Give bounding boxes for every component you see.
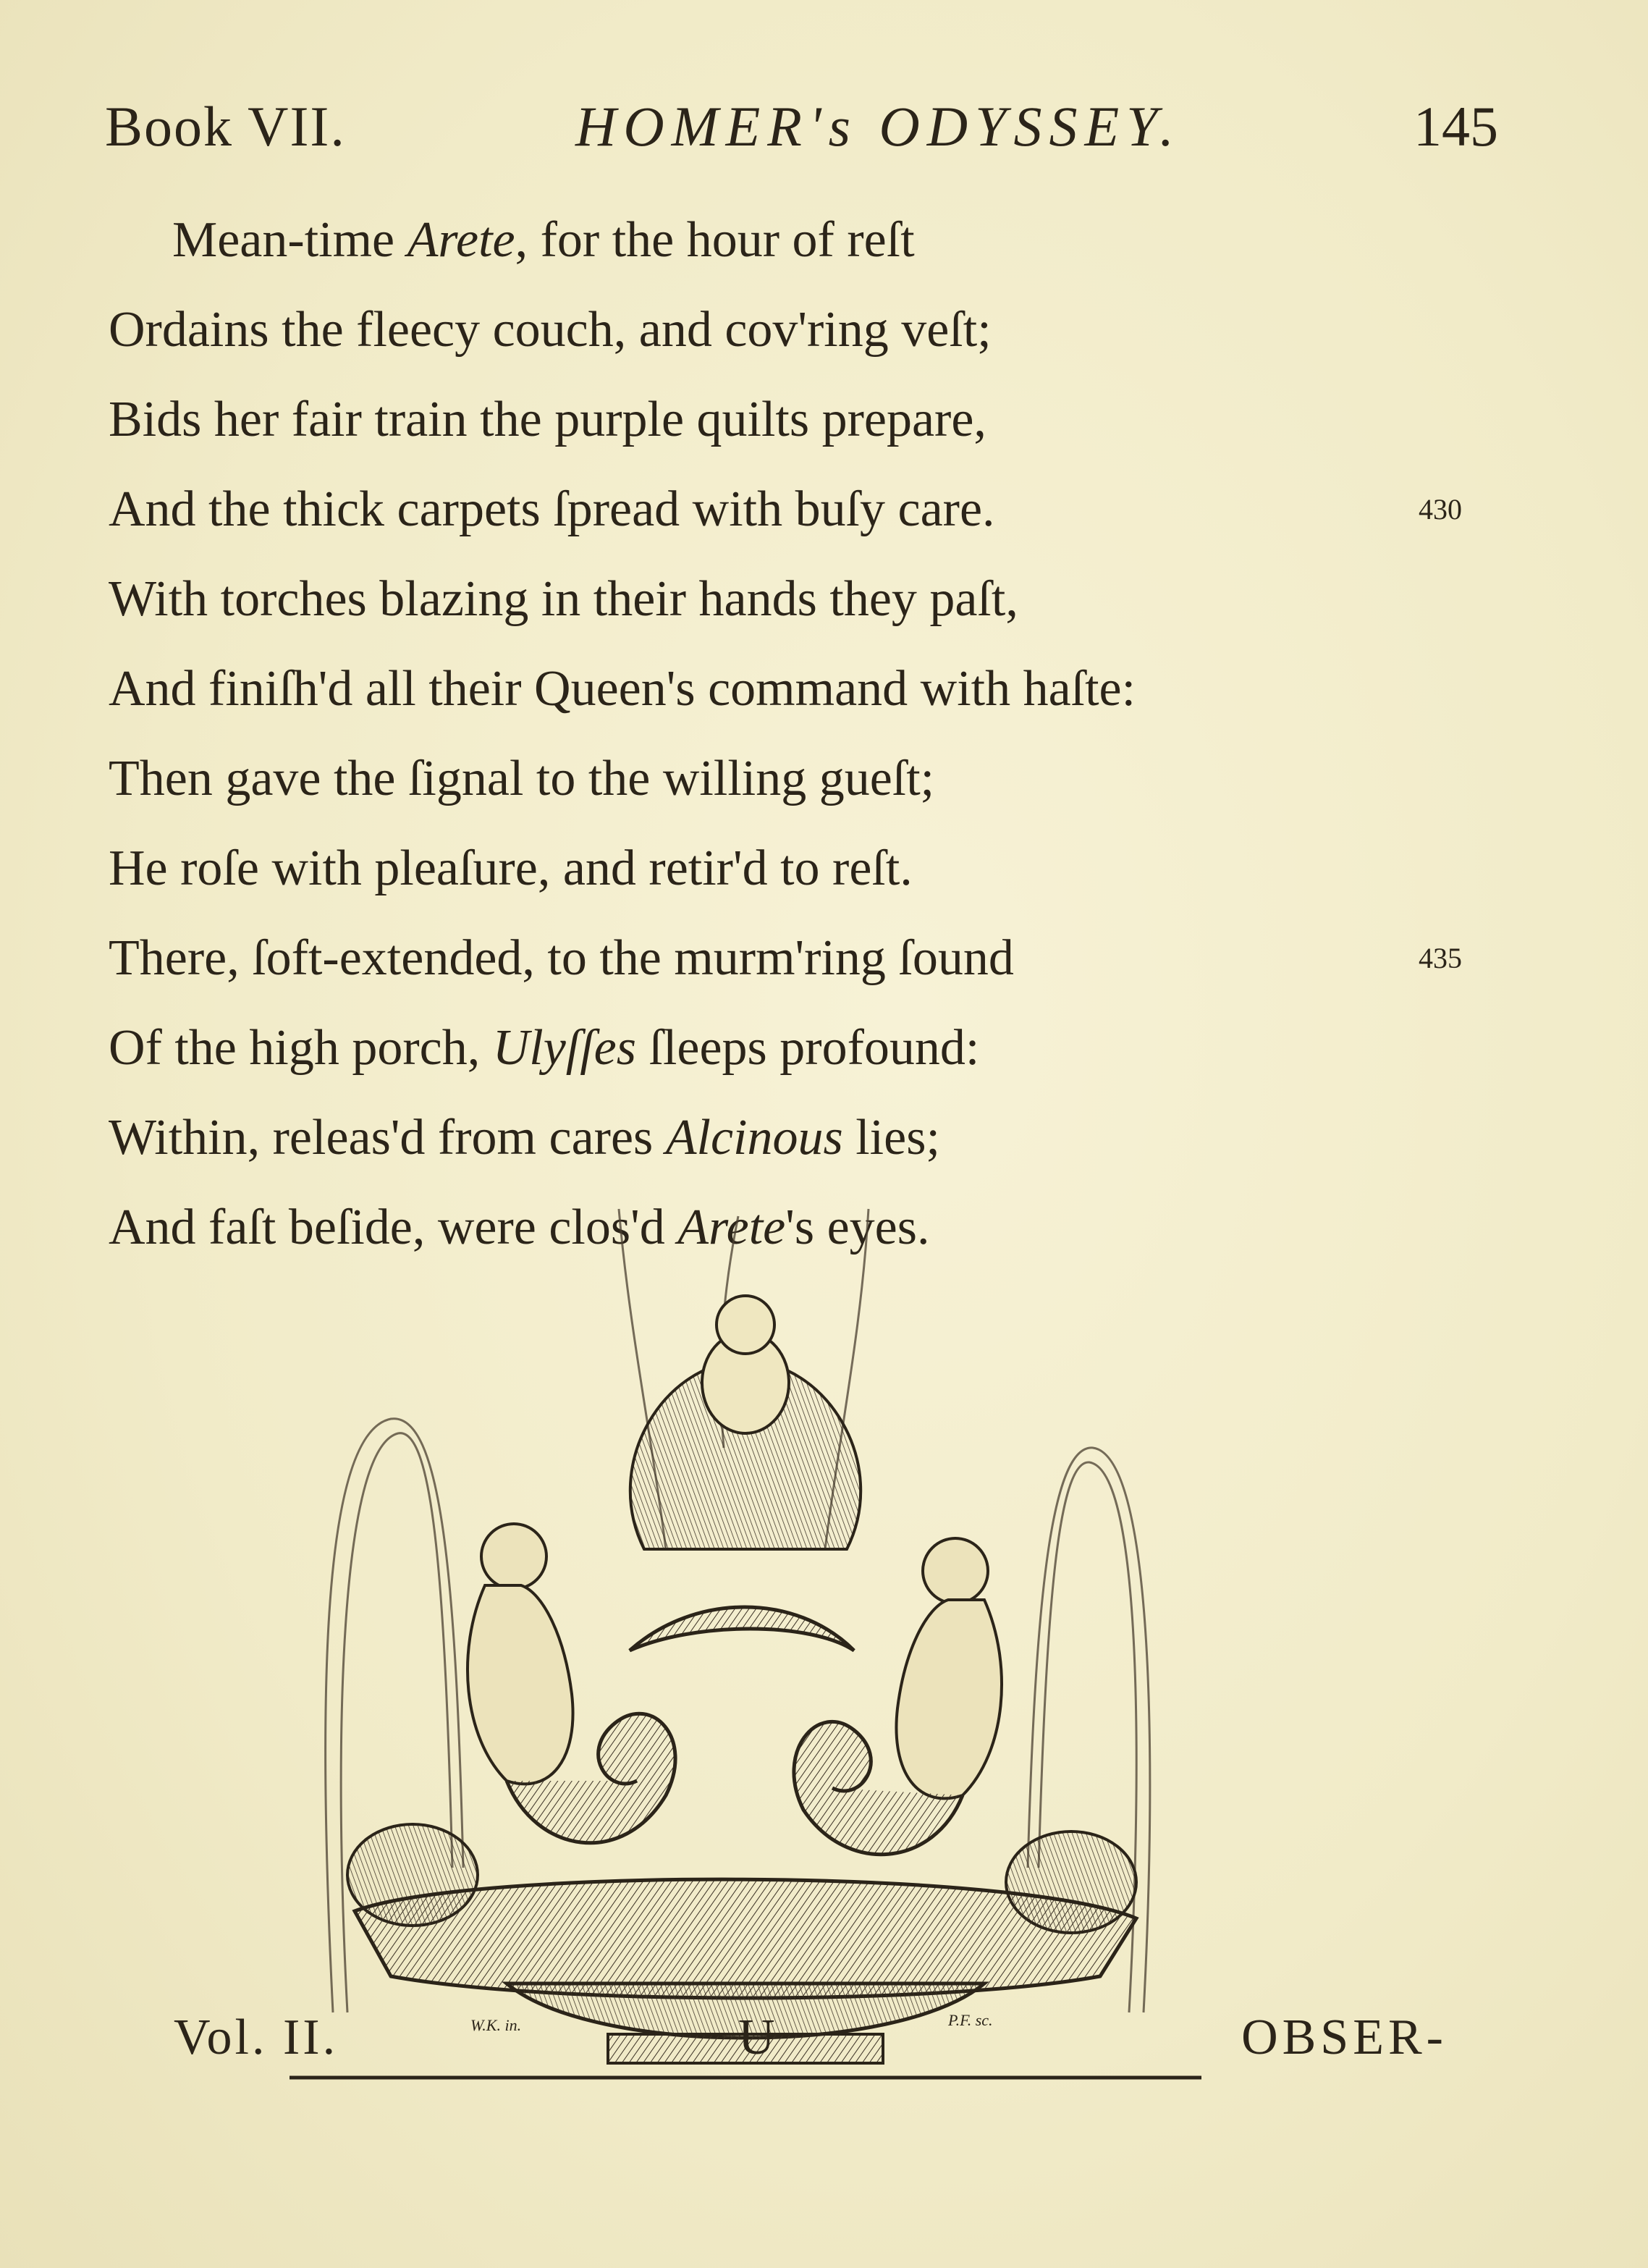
verse-text: Mean-time	[172, 212, 407, 268]
verse-line	[109, 734, 1484, 824]
running-header	[105, 87, 1520, 166]
signature-mark: U	[738, 2010, 775, 2065]
verse-text: , for the hour of reſt	[515, 212, 915, 268]
verse-text: And the thick carpets ſpread with buſy care.	[109, 481, 995, 537]
verse-line	[109, 285, 1484, 375]
verse-text: With torches blazing in their hands they paſt,	[109, 571, 1018, 627]
engraver-signature-left: W.K. in.	[470, 2016, 522, 2034]
verse-line	[109, 465, 1484, 555]
page-number: 145	[1414, 95, 1498, 158]
verse-line	[109, 824, 1484, 914]
verse-line	[109, 555, 1484, 644]
running-title: HOMER's ODYSSEY.	[575, 95, 1181, 158]
verse-text: ſleeps profound:	[636, 1020, 980, 1076]
verse-text: 's eyes.	[785, 1200, 930, 1255]
verse-text: Ordains the fleecy couch, and cov'ring veſt;	[109, 302, 992, 358]
verse-line	[109, 195, 1484, 285]
engraver-signature-right: P.F. sc.	[948, 2011, 993, 2029]
line-number: 430	[1419, 493, 1462, 526]
italic-name: Alcinous	[665, 1110, 843, 1165]
verse-text: Then gave the ſignal to the willing gueſt;	[109, 751, 935, 806]
verse-text: Within, releas'd from cares	[109, 1110, 666, 1165]
book-number: Book VII.	[105, 95, 346, 158]
fountain-engraving-icon	[290, 1144, 1201, 2085]
poem-text	[109, 195, 1484, 1273]
verse-line	[109, 375, 1484, 465]
verse-text: He roſe with pleaſure, and retir'd to reſt.	[109, 840, 913, 896]
italic-name: Arete	[677, 1200, 786, 1255]
line-number: 435	[1419, 942, 1462, 974]
italic-name: Ulyſſes	[492, 1020, 636, 1076]
catchword: OBSER-	[1241, 2010, 1448, 2065]
italic-name: Arete	[407, 212, 515, 268]
verse-text: Bids her fair train the purple quilts prepare,	[109, 392, 986, 447]
verse-text: And finiſh'd all their Queen's command with haſte:	[109, 661, 1136, 717]
verse-text: And faſt beſide, were clos'd	[109, 1200, 678, 1255]
volume-mark: Vol. II.	[174, 2010, 339, 2065]
verse-line	[109, 1003, 1484, 1093]
verse-text: There, ſoft-extended, to the murm'ring ſound	[109, 930, 1014, 986]
verse-text: lies;	[842, 1110, 940, 1165]
verse-line	[109, 914, 1484, 1003]
verse-text: Of the high porch,	[109, 1020, 493, 1076]
verse-line	[109, 644, 1484, 734]
page-footer	[174, 2005, 1448, 2070]
